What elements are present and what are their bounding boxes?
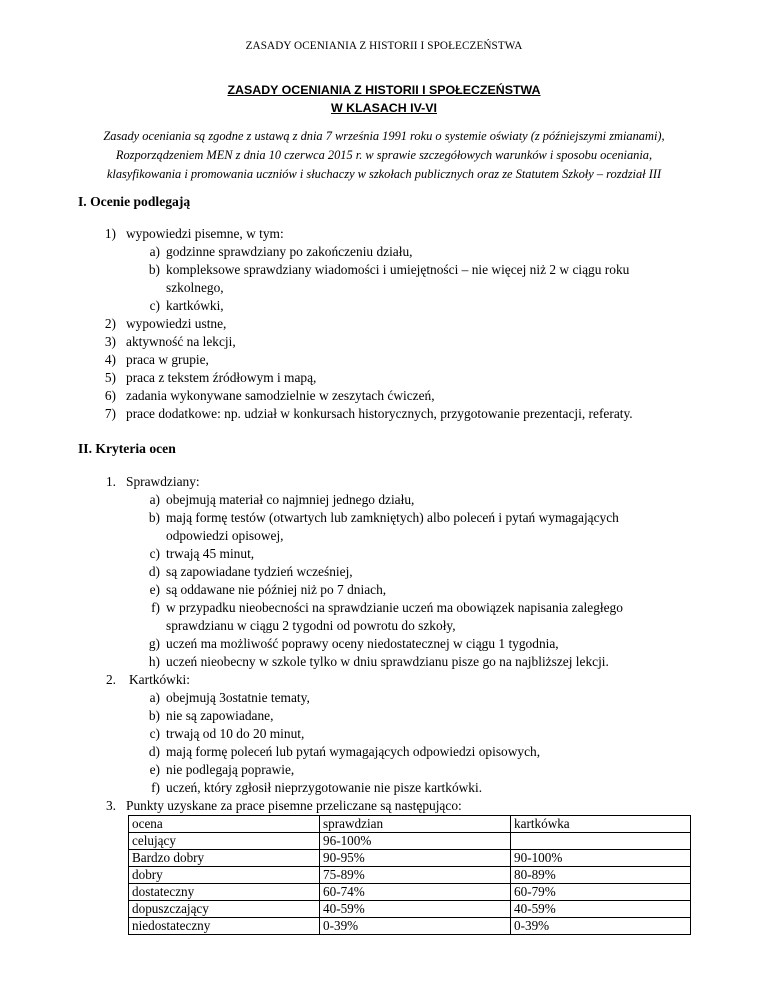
section-heading: I. Ocenie podlegają xyxy=(78,194,191,209)
intro-line-1: Zasady oceniania są zgodne z ustawą z dnia 7 września 1991 roku o systemie oświaty (z późniejszymi zmianami), xyxy=(103,129,665,143)
list-item: praca z tekstem źródłowym i mapą, xyxy=(126,370,317,385)
table-cell: 96-100% xyxy=(320,833,511,850)
table-cell: dobry xyxy=(129,867,320,884)
table-cell: 40-59% xyxy=(511,901,691,918)
list-number: 1. xyxy=(105,474,116,489)
list-number: b) xyxy=(148,262,160,277)
table-cell: dostateczny xyxy=(129,884,320,901)
running-header: ZASADY OCENIANIA Z HISTORII I SPOŁECZEŃSTWA xyxy=(245,40,523,52)
list-number: 7) xyxy=(104,406,116,421)
list-item: są oddawane nie później niż po 7 dniach, xyxy=(166,582,387,597)
document-title: ZASADY OCENIANIA Z HISTORII I SPOŁECZEŃSTWA xyxy=(227,83,541,97)
list-item: aktywność na lekcji, xyxy=(126,334,236,349)
table-cell: 0-39% xyxy=(320,918,511,935)
list-number: h) xyxy=(148,654,160,669)
table-cell: 60-79% xyxy=(511,884,691,901)
list-item: obejmują 3ostatnie tematy, xyxy=(166,690,310,705)
list-item: trwają 45 minut, xyxy=(166,546,255,561)
list-number: f) xyxy=(151,600,160,615)
table-cell: dopuszczający xyxy=(129,901,320,918)
list-number: 5) xyxy=(104,370,116,385)
list-item: nie podlegają poprawie, xyxy=(166,762,295,777)
list-number: a) xyxy=(149,492,160,507)
table-cell: niedostateczny xyxy=(129,918,320,935)
list-number: 1) xyxy=(104,226,116,241)
list-number: b) xyxy=(148,708,160,723)
table-cell xyxy=(511,833,691,850)
list-number: c) xyxy=(149,298,160,313)
list-number: e) xyxy=(149,762,160,777)
list-item: prace dodatkowe: np. udział w konkursach historycznych, przygotowanie prezentacji, referaty. xyxy=(126,406,633,421)
list-number: c) xyxy=(149,546,160,561)
table-row xyxy=(129,918,691,935)
list-item-continuation: sprawdzianu w ciągu 2 tygodni od powrotu do szkoły, xyxy=(166,618,456,633)
list-number: c) xyxy=(149,726,160,741)
table-cell: 75-89% xyxy=(320,867,511,884)
table-cell: 0-39% xyxy=(511,918,691,935)
list-number: d) xyxy=(148,564,160,579)
list-item: są zapowiadane tydzień wcześniej, xyxy=(166,564,353,579)
list-item-continuation: odpowiedzi opisowej, xyxy=(166,528,284,543)
table-cell: 60-74% xyxy=(320,884,511,901)
table-row xyxy=(129,867,691,884)
list-number: b) xyxy=(148,510,160,525)
list-item: trwają od 10 do 20 minut, xyxy=(166,726,305,741)
list-item: w przypadku nieobecności na sprawdzianie uczeń ma obowiązek napisania zaległego xyxy=(166,600,623,615)
list-number: 6) xyxy=(104,388,116,403)
list-item: Kartkówki: xyxy=(129,672,190,687)
table-cell: 90-95% xyxy=(320,850,511,867)
list-number: 2. xyxy=(105,672,116,687)
list-item: Punkty uzyskane za prace pisemne przeliczane są następująco: xyxy=(126,798,462,813)
list-item: kartkówki, xyxy=(166,298,224,313)
document-subtitle: W KLASACH IV-VI xyxy=(330,101,437,115)
list-number: e) xyxy=(149,582,160,597)
table-cell: 90-100% xyxy=(511,850,691,867)
intro-line-3: klasyfikowania i promowania uczniów i słuchaczy w szkołach publicznych oraz ze Statutem Szkoły – rozdział III xyxy=(106,167,662,181)
list-number: 3) xyxy=(104,334,116,349)
table-row xyxy=(129,850,691,867)
list-number: d) xyxy=(148,744,160,759)
list-number: f) xyxy=(151,780,160,795)
list-item: uczeń, który zgłosił nieprzygotowanie nie pisze kartkówki. xyxy=(166,780,483,795)
list-item: godzinne sprawdziany po zakończeniu działu, xyxy=(166,244,413,259)
table-header-cell: sprawdzian xyxy=(320,816,511,833)
list-item: kompleksowe sprawdziany wiadomości i umiejętności – nie więcej niż 2 w ciągu roku xyxy=(166,262,630,277)
list-item-continuation: szkolnego, xyxy=(166,280,224,295)
table-row xyxy=(129,901,691,918)
list-number: a) xyxy=(149,690,160,705)
list-item: wypowiedzi ustne, xyxy=(126,316,227,331)
list-item: mają formę testów (otwartych lub zamkniętych) albo poleceń i pytań wymagających xyxy=(166,510,619,525)
list-item: wypowiedzi pisemne, w tym: xyxy=(126,226,284,241)
table-header-cell: ocena xyxy=(129,816,320,833)
list-number: 3. xyxy=(105,798,116,813)
list-number: 2) xyxy=(104,316,116,331)
list-item: praca w grupie, xyxy=(126,352,209,367)
table-cell: 80-89% xyxy=(511,867,691,884)
table-header-cell: kartkówka xyxy=(511,816,691,833)
list-item: nie są zapowiadane, xyxy=(166,708,274,723)
table-row xyxy=(129,833,691,850)
list-item: mają formę poleceń lub pytań wymagających odpowiedzi opisowych, xyxy=(166,744,541,759)
table-header-row xyxy=(129,816,691,833)
list-item: obejmują materiał co najmniej jednego działu, xyxy=(166,492,415,507)
list-number: a) xyxy=(149,244,160,259)
list-number: 4) xyxy=(104,352,116,367)
grade-conversion-table xyxy=(128,815,691,935)
table-cell: celujący xyxy=(129,833,320,850)
list-item: zadania wykonywane samodzielnie w zeszytach ćwiczeń, xyxy=(126,388,435,403)
list-number: g) xyxy=(148,636,160,651)
list-item: uczeń ma możliwość poprawy oceny niedostatecznej w ciągu 1 tygodnia, xyxy=(166,636,559,651)
table-row xyxy=(129,884,691,901)
table-cell: 40-59% xyxy=(320,901,511,918)
intro-line-2: Rozporządzeniem MEN z dnia 10 czerwca 2015 r. w sprawie szczegółowych warunków i sposobu oceniania, xyxy=(115,148,653,162)
list-item: uczeń nieobecny w szkole tylko w dniu sprawdzianu pisze go na najbliższej lekcji. xyxy=(166,654,609,669)
list-item: Sprawdziany: xyxy=(126,474,200,489)
section-heading: II. Kryteria ocen xyxy=(78,441,176,456)
table-cell: Bardzo dobry xyxy=(129,850,320,867)
